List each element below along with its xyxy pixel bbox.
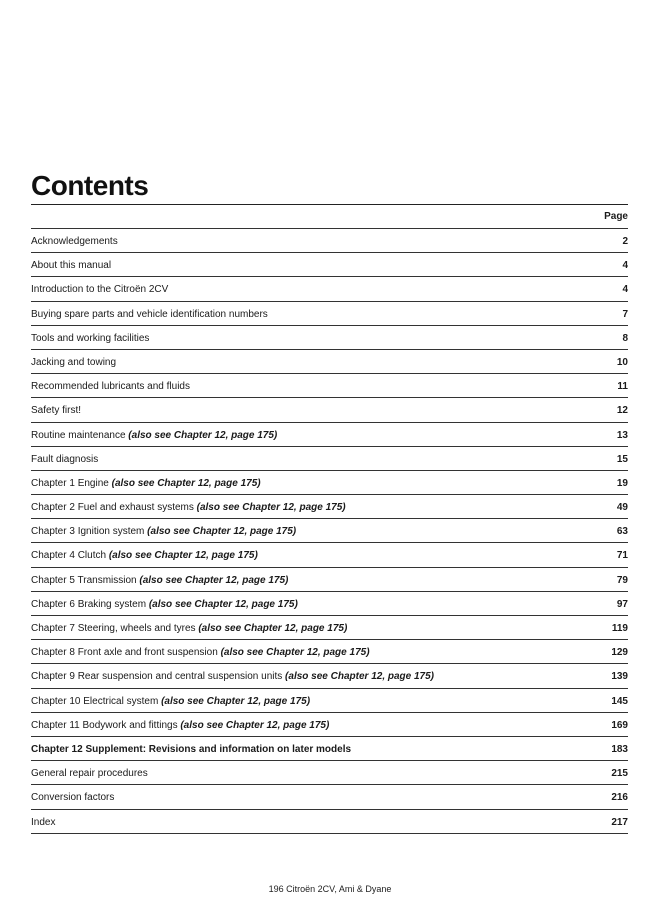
entry-page: 215 — [611, 768, 628, 780]
entry-title: Chapter 2 Fuel and exhaust systems — [31, 502, 197, 514]
entry-page: 10 — [616, 356, 628, 368]
entry-title: Chapter 6 Braking system — [31, 598, 149, 610]
entry-page: 49 — [616, 502, 628, 514]
toc-entry[interactable] — [31, 495, 628, 519]
entry-note: (also see Chapter 12, page 175) — [111, 477, 261, 489]
entry-page: 8 — [622, 332, 628, 344]
entry-page: 97 — [616, 598, 628, 610]
entry-note: (also see Chapter 12, page 175) — [148, 598, 298, 610]
entry-title: Jacking and towing — [31, 356, 117, 368]
entry-page: 2 — [622, 236, 628, 247]
toc-entry[interactable] — [31, 761, 628, 785]
toc-entry[interactable] — [31, 640, 628, 664]
entry-title: Chapter 1 Engine — [31, 477, 112, 489]
entry-title: Index — [31, 816, 56, 828]
entry-title: Chapter 10 Electrical system — [31, 695, 162, 707]
toc-entry[interactable] — [31, 374, 628, 398]
entry-page: 169 — [611, 719, 628, 731]
page-title: Contents — [31, 170, 149, 201]
entry-title: Acknowledgements — [31, 236, 118, 247]
entry-title: Tools and working facilities — [31, 332, 150, 344]
entry-title: Buying spare parts and vehicle identification numbers — [31, 308, 268, 320]
toc-entry[interactable] — [31, 302, 628, 326]
entry-title: Safety first! — [31, 405, 82, 417]
entry-title: Chapter 3 Ignition system — [31, 526, 148, 538]
entry-page: 13 — [616, 429, 628, 441]
entry-title: Fault diagnosis — [31, 453, 99, 465]
entry-page: 145 — [611, 695, 628, 707]
entry-title: Chapter 5 Transmission — [31, 574, 140, 586]
entry-page: 79 — [616, 574, 628, 586]
entry-title: Chapter 9 Rear suspension and central suspension units — [31, 671, 286, 683]
toc-entry[interactable] — [31, 519, 628, 543]
toc-entry[interactable] — [31, 713, 628, 737]
toc-entry[interactable] — [31, 568, 628, 592]
toc-entry[interactable] — [31, 616, 628, 640]
entry-note: (also see Chapter 12, page 175) — [180, 719, 330, 731]
entry-note: (also see Chapter 12, page 175) — [128, 429, 278, 441]
entry-page: 12 — [616, 405, 628, 417]
entry-note: (also see Chapter 12, page 175) — [196, 502, 346, 514]
entry-note: (also see Chapter 12, page 175) — [220, 647, 370, 659]
entry-note: (also see Chapter 12, page 175) — [285, 671, 435, 683]
toc-entry[interactable] — [31, 543, 628, 567]
toc-header — [31, 205, 628, 229]
entry-note: (also see Chapter 12, page 175) — [198, 623, 348, 634]
entry-page: 183 — [611, 743, 628, 755]
page-column-label: Page — [604, 211, 628, 222]
entry-title: Chapter 8 Front axle and front suspension — [31, 647, 221, 659]
toc-entry[interactable] — [31, 229, 628, 253]
entry-title: Recommended lubricants and fluids — [31, 381, 190, 393]
entry-title: Conversion factors — [31, 792, 115, 804]
toc-entry[interactable] — [31, 447, 628, 471]
toc-entry[interactable] — [31, 785, 628, 809]
toc-entry[interactable] — [31, 277, 628, 301]
toc-entry[interactable] — [31, 350, 628, 374]
toc-entry[interactable] — [31, 423, 628, 447]
entry-title: Introduction to the Citroën 2CV — [31, 284, 169, 296]
entry-title: Chapter 7 Steering, wheels and tyres — [31, 623, 199, 634]
entry-note: (also see Chapter 12, page 175) — [108, 550, 258, 562]
entry-page: 15 — [616, 453, 628, 465]
entry-page: 71 — [616, 550, 628, 562]
entry-note: (also see Chapter 12, page 175) — [147, 526, 297, 538]
entry-title: Routine maintenance — [31, 429, 129, 441]
toc-entry[interactable] — [31, 689, 628, 713]
entry-page: 19 — [616, 477, 628, 489]
entry-title: General repair procedures — [31, 768, 148, 780]
toc-entry[interactable] — [31, 664, 628, 688]
table-of-contents — [31, 205, 628, 834]
toc-entry[interactable] — [31, 253, 628, 277]
entry-page: 11 — [617, 381, 628, 393]
toc-entry[interactable] — [31, 471, 628, 495]
entry-note: (also see Chapter 12, page 175) — [161, 695, 311, 707]
toc-entry[interactable] — [31, 592, 628, 616]
entry-title: Chapter 4 Clutch — [31, 550, 109, 562]
toc-entry[interactable] — [31, 737, 628, 761]
entry-page: 63 — [616, 526, 628, 538]
toc-entry[interactable] — [31, 810, 628, 834]
entry-title: Chapter 12 Supplement: Revisions and information on later models — [31, 743, 352, 755]
entry-note: (also see Chapter 12, page 175) — [139, 574, 289, 586]
entry-page: 7 — [622, 308, 628, 320]
toc-entry[interactable] — [31, 326, 628, 350]
entry-page: 139 — [611, 671, 628, 683]
page-footer: 196 Citroën 2CV, Ami & Dyane — [268, 884, 392, 894]
entry-page: 217 — [611, 816, 628, 828]
entry-page: 216 — [611, 792, 628, 804]
toc-entry[interactable] — [31, 398, 628, 422]
entry-page: 129 — [611, 647, 628, 659]
entry-page: 119 — [611, 623, 628, 634]
entry-page: 4 — [622, 284, 628, 296]
entry-page: 4 — [622, 260, 628, 272]
entry-title: Chapter 11 Bodywork and fittings — [31, 719, 181, 731]
entry-title: About this manual — [31, 260, 112, 272]
